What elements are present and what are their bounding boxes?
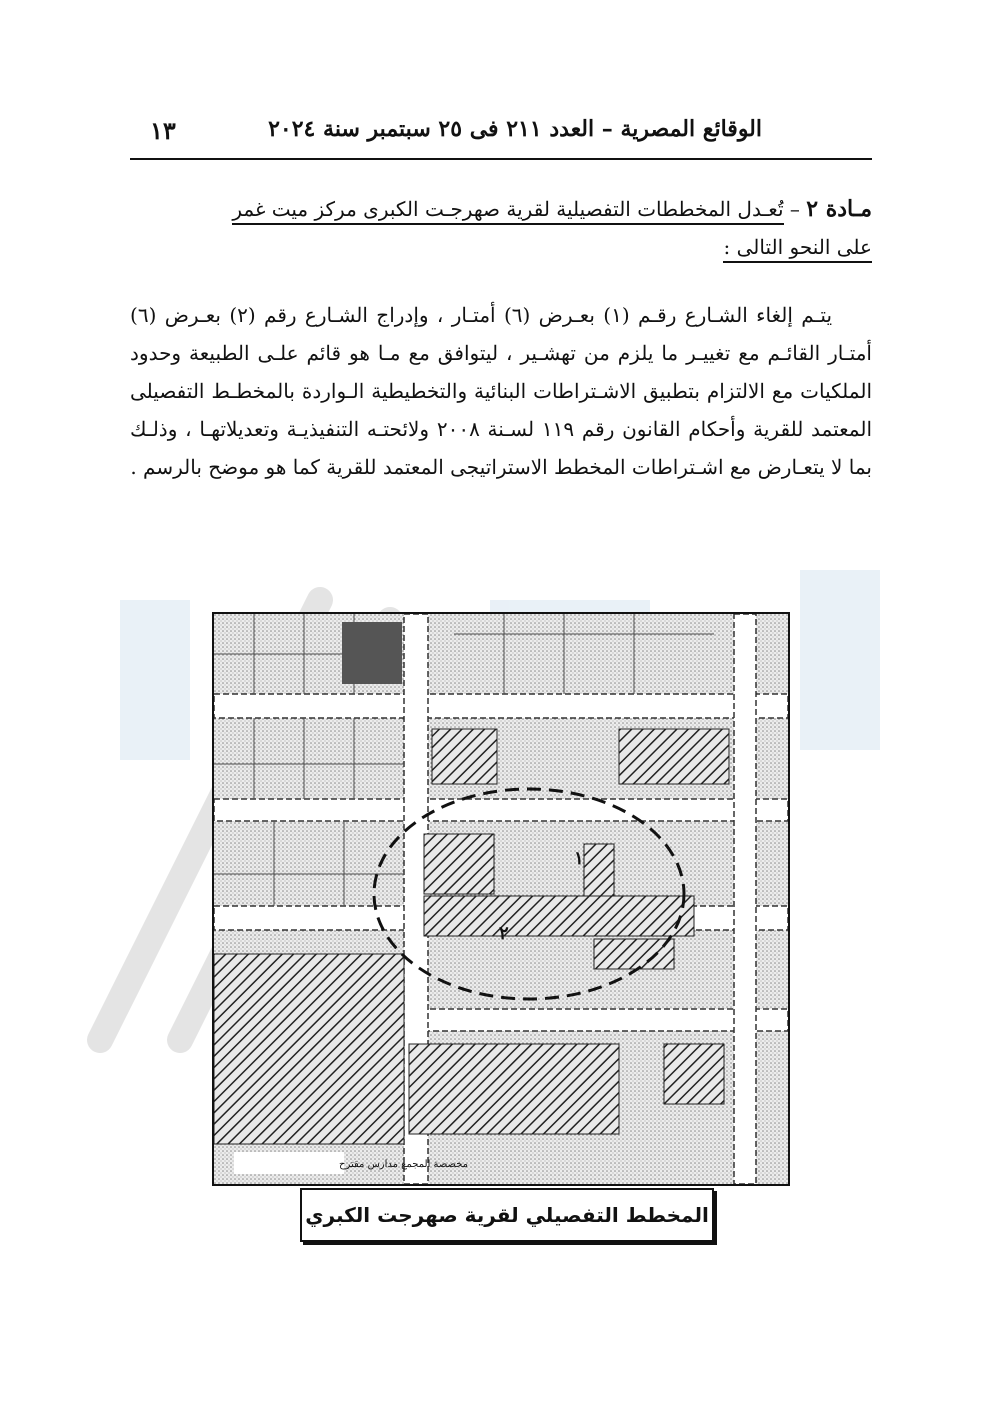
article-heading-underlined: تُعـدل المخططات التفصيلية لقرية صهرجـت الكبرى مركز ميت غمر [232, 197, 783, 225]
detailed-plan-map [212, 612, 790, 1186]
article-body: يتـم إلغاء الشـارع رقـم (١) بعـرض (٦) أمتـار ، وإدراج الشـارع رقم (٢) بعـرض (٦) أمتـار القائـم مع تغييـر ما يلزم من تهشـير ، ليتوافق مع مـا هو قائم علـى الطبيعة وحدود الملكيات مع الالتزام بتطبيق الاشـتراطات البنائية والتخطيطية الـواردة بالمخطـط التفصيلى المعتمد للقرية وأحكام القانون رقم ١١٩ لسـنة ٢٠٠٨ ولائحتـه التنفيذيـة وتعديلاتهـا ، وذلـك بما لا يتعـارض مع اشـتراطات المخطط الاستراتيجى المعتمد للقرية كما هو موضح بالرسم . [130, 303, 872, 479]
page-header [130, 112, 872, 160]
map-caption: المخطط التفصيلي لقرية صهرجت الكبري [300, 1188, 714, 1242]
article-heading-tail: على النحو التالى : [723, 235, 872, 263]
street-label-1: ١ [574, 848, 584, 869]
gazette-title: الوقائع المصرية – العدد ٢١١ فى ٢٥ سبتمبر سنة ٢٠٢٤ [268, 116, 762, 142]
map-small-label: مخصصة المجمع مدارس مقترح [339, 1159, 469, 1170]
article-heading: مـادة ٢ – تُعـدل المخططات التفصيلية لقرية صهرجـت الكبرى مركز ميت غمر على النحو التالى : [130, 190, 872, 266]
street-label-2: ٢ [499, 923, 509, 944]
plan-drawing [214, 614, 788, 1184]
article-number: مـادة ٢ [806, 196, 872, 222]
page-number: ١٣ [150, 116, 176, 145]
